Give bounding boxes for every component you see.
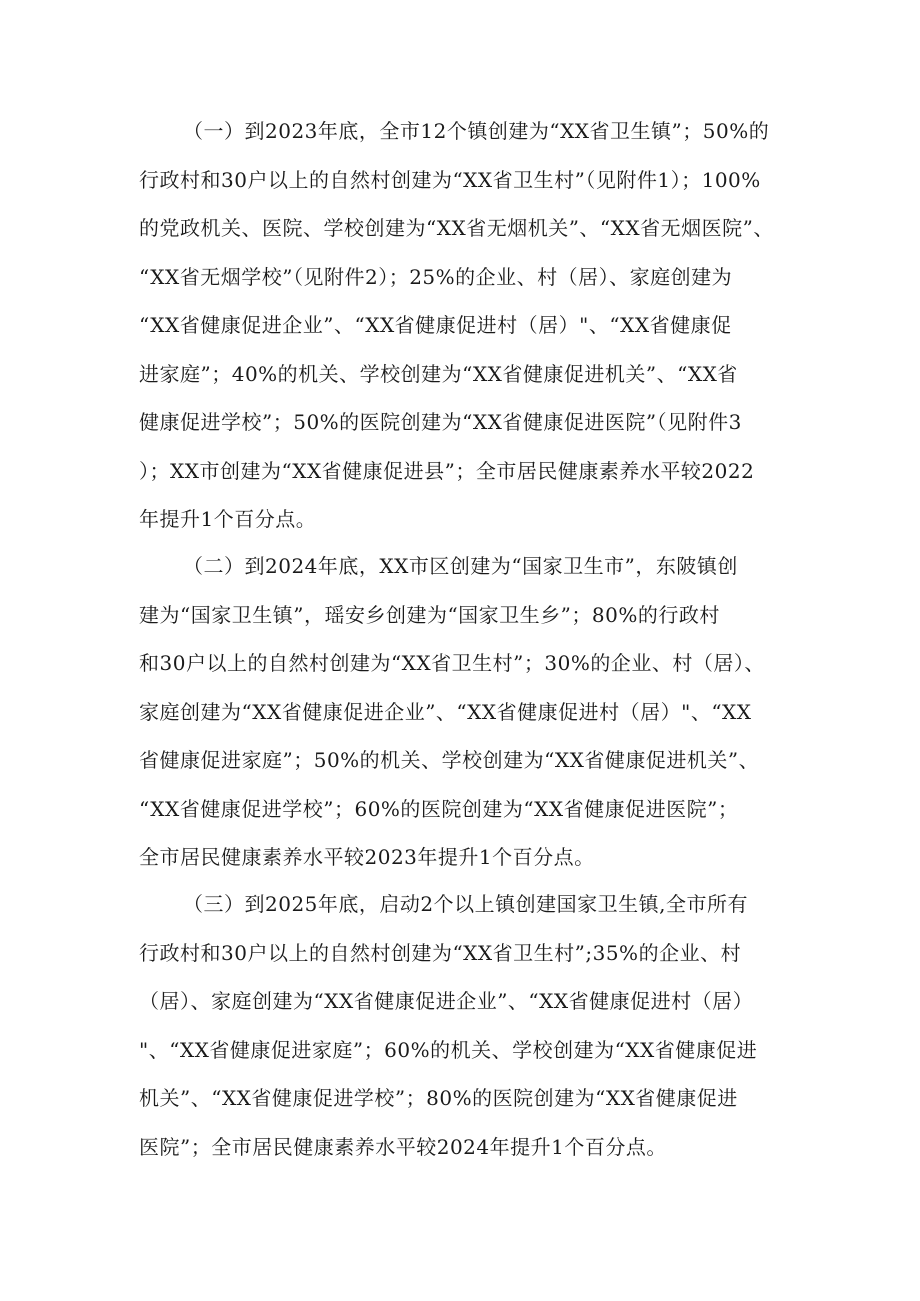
text-line: 机关”、“XX省健康促进学校”；80%的医院创建为“XX省健康促进 bbox=[139, 1086, 738, 1110]
paragraph-3 bbox=[139, 886, 789, 1165]
text-line: 健康促进学校”；50%的医院创建为“XX省健康促进医院”（见附件3 bbox=[139, 410, 742, 434]
paragraph-1 bbox=[139, 113, 789, 537]
text-line: （居）、家庭创建为“XX省健康促进企业”、“XX省健康促进村（居） bbox=[139, 989, 754, 1013]
text-line: （三）到2025年底，启动2个以上镇创建国家卫生镇,全市所有 bbox=[183, 892, 748, 916]
text-line: "、“XX省健康促进家庭”；60%的机关、学校创建为“XX省健康促进 bbox=[139, 1037, 758, 1062]
text-line: 全市居民健康素养水平较2023年提升1个百分点。 bbox=[139, 845, 595, 869]
paragraph-2 bbox=[139, 548, 789, 875]
text-line: “XX省健康促进企业”、“XX省健康促进村（居）"、“XX省健康促 bbox=[139, 313, 732, 337]
text-line: 医院”；全市居民健康素养水平较2024年提升1个百分点。 bbox=[139, 1134, 667, 1159]
text-line: （二）到2024年底，XX市区创建为“国家卫生市”，东陂镇创 bbox=[183, 554, 738, 578]
text-line: 行政村和30户以上的自然村创建为“XX省卫生村”;35%的企业、村 bbox=[139, 940, 742, 965]
text-line: ）；XX市创建为“XX省健康促进县”；全市居民健康素养水平较2022 bbox=[139, 458, 755, 483]
text-line: 和30户以上的自然村创建为“XX省卫生村”；30%的企业、村（居）、 bbox=[139, 651, 765, 675]
text-line: （一）到2023年底，全市12个镇创建为“XX省卫生镇”；50%的 bbox=[183, 119, 770, 143]
text-line: 进家庭”；40%的机关、学校创建为“XX省健康促进机关”、“XX省 bbox=[139, 361, 738, 386]
text-line: “XX省无烟学校”（见附件2）；25%的企业、村（居）、家庭创建为 bbox=[139, 264, 733, 289]
text-line: “XX省健康促进学校”；60%的医院创建为“XX省健康促进医院”； bbox=[139, 796, 739, 821]
text-line: 建为“国家卫生镇”，瑶安乡创建为“国家卫生乡”；80%的行政村 bbox=[139, 602, 720, 627]
text-line: 的党政机关、医院、学校创建为“XX省无烟机关”、“XX省无烟医院”、 bbox=[139, 216, 774, 240]
text-line: 年提升1个百分点。 bbox=[139, 507, 317, 531]
text-line: 行政村和30户以上的自然村创建为“XX省卫生村”（见附件1）；100% bbox=[139, 167, 761, 192]
text-line: 省健康促进家庭”；50%的机关、学校创建为“XX省健康促进机关”、 bbox=[139, 748, 760, 772]
text-line: 家庭创建为“XX省健康促进企业”、“XX省健康促进村（居）"、“XX bbox=[139, 699, 752, 724]
